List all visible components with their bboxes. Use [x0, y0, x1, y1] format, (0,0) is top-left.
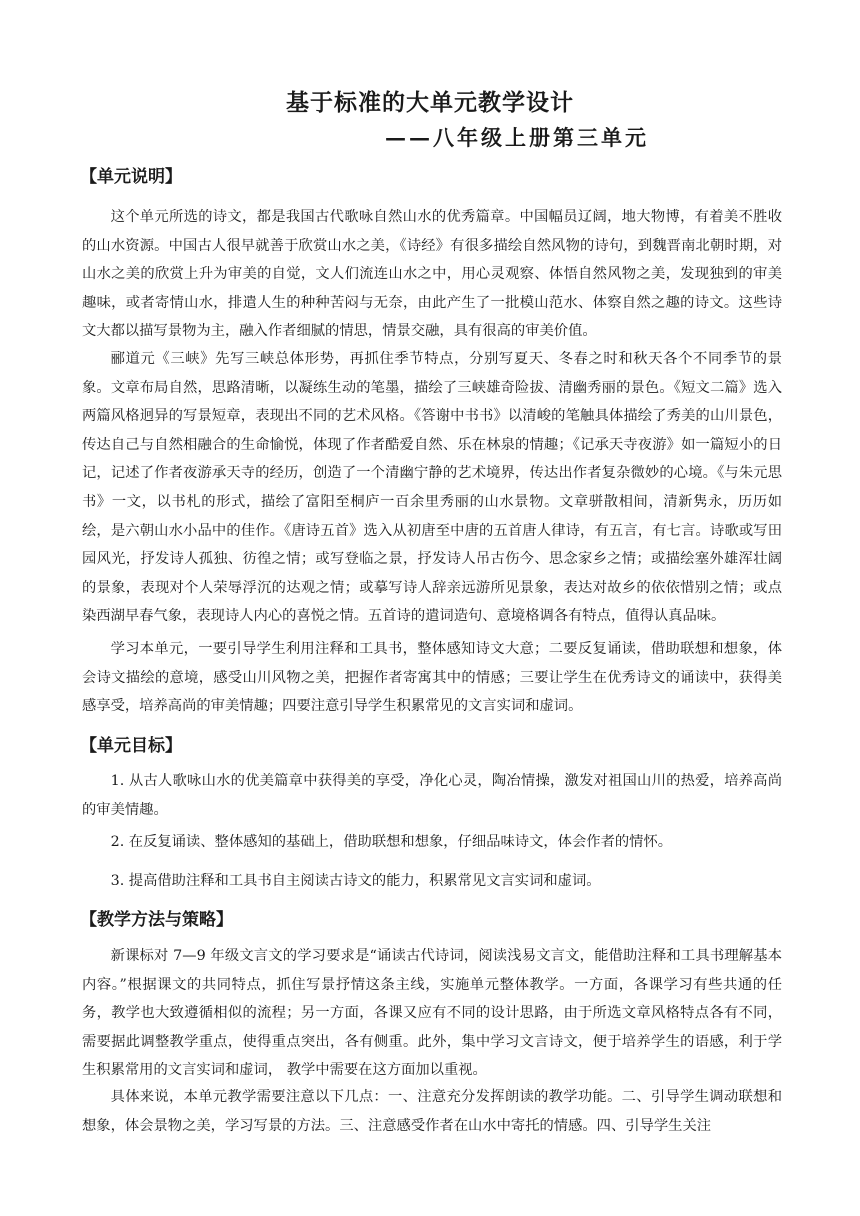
paragraph-unit-desc-3: 学习本单元，一要引导学生利用注释和工具书，整体感知诗文大意；二要反复诵读，借助联想和想象，体会诗文描绘的意境，感受山川风物之美，把握作者寄寓其中的情感；三要让学生在优秀诗文的诵读中，获得美感享受，培养高尚的审美情趣；四要注意引导学生积累常见的文言实词和虚词。: [82, 641, 782, 715]
goal-item-2: 2. 在反复诵读、整体感知的基础上，借助联想和想象，仔细品味诗文，体会作者的情怀。: [110, 834, 673, 850]
goal-item-3: 3. 提高借助注释和工具书自主阅读古诗文的能力，积累常见文言实词和虚词。: [110, 873, 601, 889]
document-subtitle: ——八年级上册第三单元: [385, 125, 649, 150]
goal-item-1: 1. 从古人歌咏山水的优美篇章中获得美的享受，净化心灵，陶冶情操，激发对祖国山川的热爱，培养高尚的审美情趣。: [82, 773, 782, 818]
heading-unit-goals: 【单元目标】: [80, 736, 182, 756]
paragraph-methods-1: 新课标对 7—9 年级文言文的学习要求是“诵读古代诗词，阅读浅易文言文，能借助注释和工具书理解基本内容。”根据课文的共同特点，抓住写景抒情这条主线，实施单元整体教学。一方面，各课学习有些共通的任务，教学也大致遵循相似的流程；另一方面，各课又应有不同的设计思路，由于所选文章风格特点各有不同，需要据此调整教学重点，使得重点突出，各有侧重。此外，集中学习文言诗文，便于培养学生的语感，利于学生积累常用的文言实词和虚词， 教学中需要在这方面加以重视。: [82, 948, 782, 1079]
paragraph-unit-desc-2: 郦道元《三峡》先写三峡总体形势，再抓住季节特点，分别写夏天、冬春之时和秋天各个不同季节的景象。文章布局自然，思路清晰，以凝练生动的笔墨，描绘了三峡雄奇险拔、清幽秀丽的景色。《短文二篇》选入两篇风格迥异的写景短章，表现出不同的艺术风格。《答谢中书书》以清峻的笔触具体描绘了秀美的山川景色，传达自己与自然相融合的生命愉悦，体现了作者酷爱自然、乐在林泉的情趣；《记承天寺夜游》如一篇短小的日记，记述了作者夜游承天寺的经历，创造了一个清幽宁静的艺术境界，传达出作者复杂微妙的心境。《与朱元思书》一文，以书札的形式，描绘了富阳至桐庐一百余里秀丽的山水景物。文章骈散相间，清新隽永，历历如绘，是六朝山水小品中的佳作。《唐诗五首》选入从初唐至中唐的五首唐人律诗，有五言，有七言。诗歌或写田园风光，抒发诗人孤独、彷徨之情；或写登临之景，抒发诗人吊古伤今、思念家乡之情；或描绘塞外雄浑壮阔的景象，表现对个人荣辱浮沉的达观之情；或摹写诗人辞亲远游所见景象，表达对故乡的依依惜别之情；或点染西湖早春气象，表现诗人内心的喜悦之情。五首诗的遣词造句、意境格调各有特点，值得认真品味。: [82, 351, 782, 625]
paragraph-unit-desc-1: 这个单元所选的诗文，都是我国古代歌咏自然山水的优秀篇章。中国幅员辽阔，地大物博，有着美不胜收的山水资源。中国古人很早就善于欣赏山水之美，《诗经》有很多描绘自然风物的诗句，到魏晋南北朝时期，对山水之美的欣赏上升为审美的自觉，文人们流连山水之中，用心灵观察、体悟自然风物之美，发现独到的审美趣味，或者寄情山水，排遣人生的种种苦闷与无奈，由此产生了一批模山范水、体察自然之趣的诗文。这些诗文大都以描写景物为主，融入作者细腻的情思，情景交融，具有很高的审美价值。: [82, 209, 782, 340]
heading-unit-description: 【单元说明】: [80, 167, 182, 187]
heading-teaching-methods: 【教学方法与策略】: [80, 910, 233, 930]
document-title: 基于标准的大单元教学设计: [286, 90, 574, 116]
paragraph-methods-2: 具体来说，本单元教学需要注意以下几点：一、注意充分发挥朗读的教学功能。二、引导学生调动联想和想象，体会景物之美，学习写景的方法。三、注意感受作者在山水中寄托的情感。四、引导学生关注: [82, 1089, 782, 1134]
